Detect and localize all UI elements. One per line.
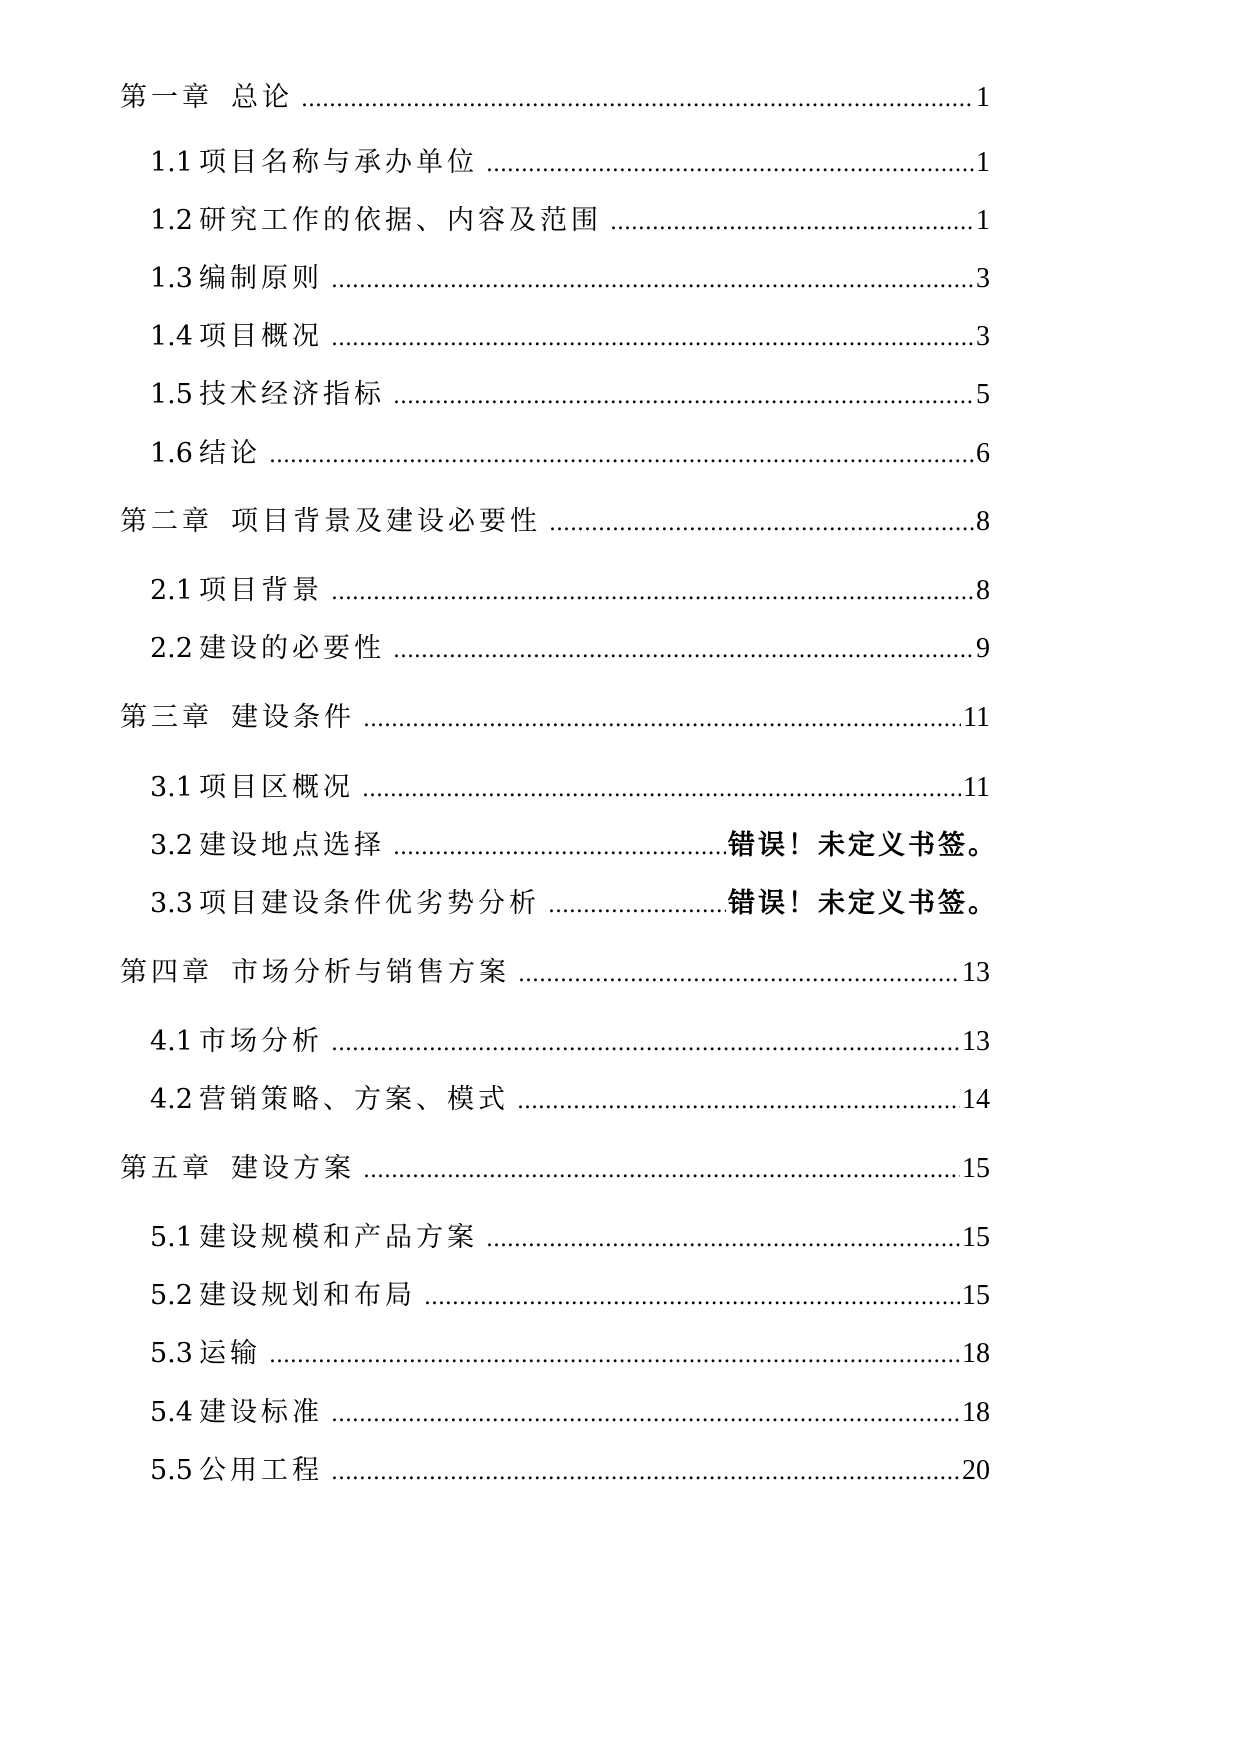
toc-dot-leader xyxy=(269,436,974,476)
toc-entry-title xyxy=(150,768,354,808)
toc-dot-leader xyxy=(393,828,726,868)
toc-section-number: 5.3 xyxy=(150,1338,193,1369)
toc-section-4-1[interactable] xyxy=(150,1022,990,1062)
toc-entry-title xyxy=(150,434,261,474)
toc-section-3-3[interactable] xyxy=(150,884,998,924)
toc-entry-text: 总论 xyxy=(231,82,293,113)
toc-section-1-2[interactable] xyxy=(150,201,990,241)
toc-entry-text: 市场分析与销售方案 xyxy=(231,957,510,988)
toc-entry-text: 项目背景 xyxy=(198,575,323,606)
toc-section-1-5[interactable] xyxy=(150,375,990,415)
toc-chapter-label: 第四章 xyxy=(120,957,213,988)
toc-page-number: 3 xyxy=(976,321,990,352)
toc-entry-text: 建设的必要性 xyxy=(198,633,385,664)
toc-page-number: 15 xyxy=(962,1222,990,1253)
toc-section-number: 4.2 xyxy=(150,1084,193,1115)
toc-page-number: 1 xyxy=(976,205,990,236)
toc-entry-text: 项目概况 xyxy=(198,321,323,352)
toc-dot-leader xyxy=(548,886,726,926)
toc-section-number: 3.2 xyxy=(150,830,193,861)
toc-page-number: 6 xyxy=(976,438,990,469)
toc-chapter-label: 第二章 xyxy=(120,506,213,537)
toc-entry-title xyxy=(150,143,478,183)
toc-entry-text: 建设标准 xyxy=(198,1397,323,1428)
toc-page-number: 11 xyxy=(963,772,990,803)
toc-entry-text: 建设方案 xyxy=(231,1153,355,1184)
toc-chapter-1[interactable] xyxy=(120,78,990,118)
toc-section-5-5[interactable] xyxy=(150,1451,990,1491)
toc-entry-text: 项目建设条件优劣势分析 xyxy=(198,888,540,919)
toc-section-number: 1.3 xyxy=(150,263,193,294)
toc-section-number: 2.2 xyxy=(150,633,193,664)
toc-entry-text: 公用工程 xyxy=(198,1455,323,1486)
toc-entry-text: 项目名称与承办单位 xyxy=(198,147,478,178)
toc-section-number: 2.1 xyxy=(150,575,193,606)
toc-page-number: 13 xyxy=(962,1026,990,1057)
toc-section-number: 5.5 xyxy=(150,1455,193,1486)
toc-page-number: 11 xyxy=(963,702,990,733)
toc-entry-text: 营销策略、方案、模式 xyxy=(198,1084,509,1115)
toc-entry-title xyxy=(150,1451,323,1491)
toc-entry-title xyxy=(150,375,385,415)
toc-entry-title xyxy=(120,502,541,542)
toc-entry-text: 建设条件 xyxy=(231,702,355,733)
toc-entry-text: 市场分析 xyxy=(198,1026,323,1057)
toc-chapter-label: 第一章 xyxy=(120,82,213,113)
toc-entry-text: 研究工作的依据、内容及范围 xyxy=(198,205,602,236)
toc-entry-title xyxy=(150,201,602,241)
toc-chapter-label: 第三章 xyxy=(120,702,213,733)
toc-entry-title xyxy=(150,1393,323,1433)
toc-dot-leader xyxy=(331,1024,960,1064)
toc-dot-leader xyxy=(610,203,974,243)
toc-page-number: 8 xyxy=(976,506,990,537)
toc-dot-leader xyxy=(363,1151,960,1191)
toc-page-number: 15 xyxy=(962,1153,990,1184)
toc-entry-text: 建设规划和布局 xyxy=(198,1280,416,1311)
toc-dot-leader xyxy=(517,1082,960,1122)
toc-section-4-2[interactable] xyxy=(150,1080,990,1120)
toc-entry-title xyxy=(150,1276,416,1316)
toc-entry-text: 编制原则 xyxy=(198,263,323,294)
toc-section-number: 1.2 xyxy=(150,205,193,236)
toc-section-5-1[interactable] xyxy=(150,1218,990,1258)
toc-section-number: 1.1 xyxy=(150,147,193,178)
toc-page-number: 13 xyxy=(962,957,990,988)
toc-section-5-2[interactable] xyxy=(150,1276,990,1316)
toc-dot-leader xyxy=(331,573,974,613)
toc-page-number: 14 xyxy=(962,1084,990,1115)
toc-entry-text: 建设地点选择 xyxy=(198,830,385,861)
toc-page-number: 3 xyxy=(976,263,990,294)
toc-entry-title xyxy=(150,826,385,866)
toc-dot-leader xyxy=(518,955,960,995)
toc-section-5-3[interactable] xyxy=(150,1334,990,1374)
toc-bookmark-error: 错误！未定义书签。 xyxy=(728,888,998,919)
toc-dot-leader xyxy=(269,1336,960,1376)
toc-entry-title xyxy=(150,317,323,357)
toc-entry-title xyxy=(150,1218,478,1258)
toc-page-number: 8 xyxy=(976,575,990,606)
toc-dot-leader xyxy=(393,377,974,417)
toc-entry-title xyxy=(150,884,540,924)
toc-page-number: 1 xyxy=(976,147,990,178)
toc-section-number: 1.6 xyxy=(150,438,193,469)
toc-section-2-1[interactable] xyxy=(150,571,990,611)
toc-entry-title xyxy=(150,259,323,299)
toc-page-number: 15 xyxy=(962,1280,990,1311)
toc-entry-title xyxy=(150,1080,509,1120)
toc-dot-leader xyxy=(331,319,974,359)
toc-section-2-2[interactable] xyxy=(150,629,990,669)
toc-chapter-4[interactable] xyxy=(120,953,990,993)
toc-entry-title xyxy=(120,698,355,738)
toc-section-1-1[interactable] xyxy=(150,143,990,183)
toc-entry-text: 结论 xyxy=(198,438,261,469)
toc-section-5-4[interactable] xyxy=(150,1393,990,1433)
toc-bookmark-error: 错误！未定义书签。 xyxy=(728,830,998,861)
toc-dot-leader xyxy=(486,145,974,185)
toc-dot-leader xyxy=(301,80,974,120)
toc-entry-text: 项目区概况 xyxy=(198,772,354,803)
toc-section-number: 1.5 xyxy=(150,379,193,410)
toc-entry-text: 技术经济指标 xyxy=(198,379,385,410)
toc-dot-leader xyxy=(362,770,961,810)
toc-entry-title xyxy=(120,953,510,993)
toc-page-number: 18 xyxy=(962,1338,990,1369)
toc-entry-title xyxy=(150,1022,323,1062)
toc-dot-leader xyxy=(424,1278,960,1318)
toc-entry-title xyxy=(120,78,293,118)
toc-section-3-2[interactable] xyxy=(150,826,998,866)
toc-section-1-4[interactable] xyxy=(150,317,990,357)
toc-section-number: 5.2 xyxy=(150,1280,193,1311)
toc-entry-title xyxy=(150,629,385,669)
toc-entry-text: 项目背景及建设必要性 xyxy=(231,506,541,537)
toc-dot-leader xyxy=(393,631,974,671)
toc-section-1-3[interactable] xyxy=(150,259,990,299)
toc-section-number: 5.1 xyxy=(150,1222,193,1253)
toc-dot-leader xyxy=(331,1395,960,1435)
toc-section-number: 3.3 xyxy=(150,888,193,919)
toc-chapter-label: 第五章 xyxy=(120,1153,213,1184)
toc-entry-text: 运输 xyxy=(198,1338,261,1369)
toc-entry-text: 建设规模和产品方案 xyxy=(198,1222,478,1253)
toc-section-3-1[interactable] xyxy=(150,768,990,808)
toc-chapter-5[interactable] xyxy=(120,1149,990,1189)
toc-page-number: 18 xyxy=(962,1397,990,1428)
toc-entry-title xyxy=(150,571,323,611)
toc-page-number: 20 xyxy=(962,1455,990,1486)
toc-chapter-2[interactable] xyxy=(120,502,990,542)
toc-chapter-3[interactable] xyxy=(120,698,990,738)
toc-dot-leader xyxy=(486,1220,960,1260)
toc-page-number: 5 xyxy=(976,379,990,410)
toc-dot-leader xyxy=(331,1453,960,1493)
toc-entry-title xyxy=(150,1334,261,1374)
toc-dot-leader xyxy=(549,504,974,544)
toc-section-number: 3.1 xyxy=(150,772,193,803)
toc-entry-title xyxy=(120,1149,355,1189)
toc-section-1-6[interactable] xyxy=(150,434,990,474)
toc-page-number: 1 xyxy=(976,82,990,113)
toc-section-number: 5.4 xyxy=(150,1397,193,1428)
toc-dot-leader xyxy=(363,700,961,740)
toc-page-number: 9 xyxy=(976,633,990,664)
toc-dot-leader xyxy=(331,261,974,301)
toc-section-number: 1.4 xyxy=(150,321,193,352)
toc-section-number: 4.1 xyxy=(150,1026,193,1057)
